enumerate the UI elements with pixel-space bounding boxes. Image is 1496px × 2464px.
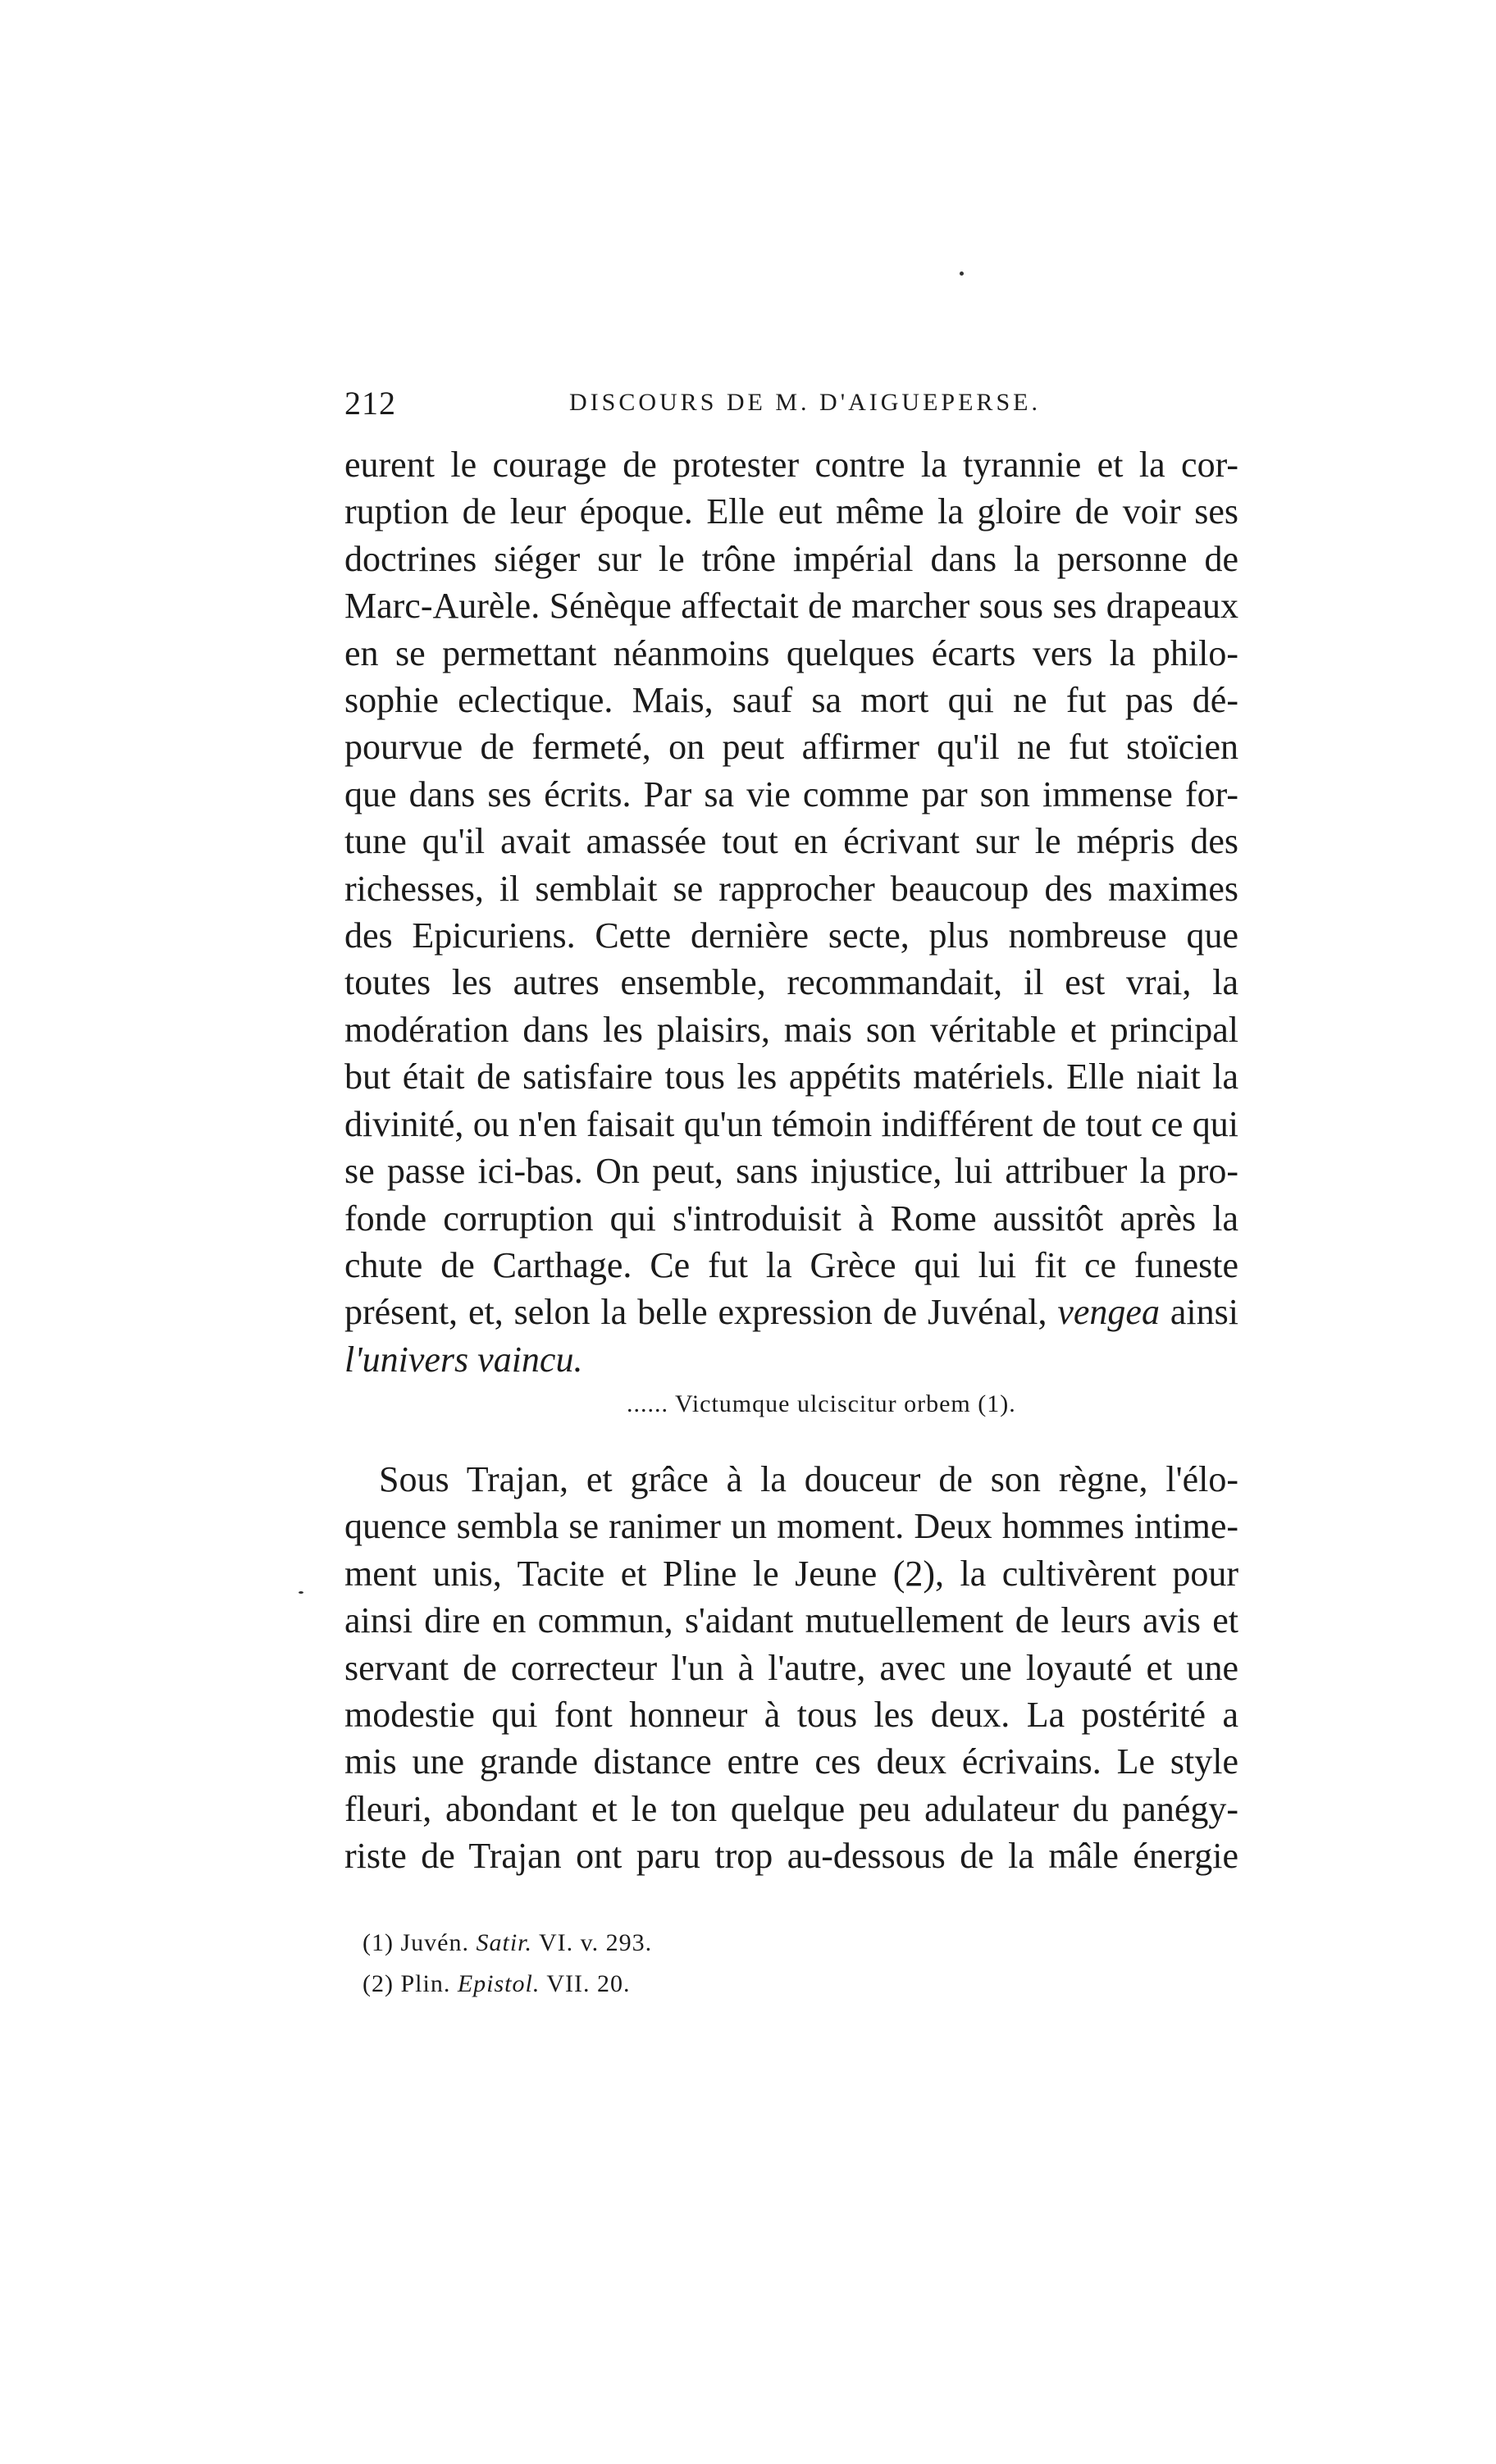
text-line: ruption de leur époque. Elle eut même la gloire de voir ses	[344, 491, 1238, 532]
footnote-text: VI. v. 293.	[532, 1929, 653, 1956]
footnote-2	[363, 1964, 652, 2005]
text-line: des Epicuriens. Cette dernière secte, plus nombreuse que	[344, 915, 1238, 956]
text-line: modestie qui font honneur à tous les deux. La postérité a	[344, 1695, 1238, 1736]
text-line: Marc-Aurèle. Sénèque affectait de marcher sous ses drapeaux	[344, 586, 1238, 627]
footnote-text: (1) Juvén.	[363, 1929, 477, 1956]
footnote-1	[363, 1923, 652, 1964]
italic-word: vengea	[1057, 1292, 1160, 1333]
line-text: présent, et, selon la belle expression de Juvénal,	[344, 1292, 1058, 1333]
line-text: ainsi	[1159, 1292, 1238, 1333]
text-line: chute de Carthage. Ce fut la Grèce qui lui fit ce funeste	[344, 1244, 1238, 1285]
text-line: modération dans les plaisirs, mais son véritable et principal	[344, 1009, 1238, 1050]
text-line: toutes les autres ensemble, recommandait, il est vrai, la	[344, 962, 1238, 1003]
text-line: servant de correcteur l'un à l'autre, avec une loyauté et une	[344, 1647, 1238, 1688]
footnote-text: (2) Plin.	[363, 1970, 458, 1997]
footnote-text: VII. 20.	[540, 1970, 631, 1997]
text-line: richesses, il semblait se rapprocher beaucoup des maximes	[344, 868, 1238, 909]
text-line: Sous Trajan, et grâce à la douceur de son règne, l'élo-	[379, 1459, 1238, 1499]
text-line-with-italic	[344, 1289, 1238, 1335]
text-line: doctrines siéger sur le trône impérial dans la personne de	[344, 538, 1238, 579]
text-line: ainsi dire en commun, s'aidant mutuellement de leurs avis et	[344, 1600, 1238, 1641]
text-line: fonde corruption qui s'introduisit à Rome aussitôt après la	[344, 1198, 1238, 1239]
print-speck	[299, 1591, 303, 1594]
text-line: se passe ici-bas. On peut, sans injustice, lui attribuer la pro-	[344, 1151, 1238, 1192]
italic-line: l'univers vaincu.	[344, 1339, 583, 1380]
paragraph-1	[344, 441, 1238, 1383]
text-line: pourvue de fermeté, on peut affirmer qu'il ne fut stoïcien	[344, 727, 1238, 768]
text-line: quence sembla se ranimer un moment. Deux hommes intime-	[344, 1506, 1238, 1547]
text-line: fleuri, abondant et le ton quelque peu adulateur du panégy-	[344, 1788, 1238, 1829]
text-line: mis une grande distance entre ces deux écrivains. Le style	[344, 1741, 1238, 1782]
text-line: ment unis, Tacite et Pline le Jeune (2), la cultivèrent pour	[344, 1553, 1238, 1594]
latin-quotation: ...... Victumque ulciscitur orbem (1).	[627, 1390, 1016, 1417]
page-number: 212	[344, 385, 396, 422]
text-line: en se permettant néanmoins quelques écarts vers la philo-	[344, 632, 1238, 673]
print-speck	[960, 271, 964, 276]
text-line: que dans ses écrits. Par sa vie comme par son immense for-	[344, 773, 1238, 814]
footnotes	[363, 1923, 652, 2005]
paragraph-2	[344, 1456, 1238, 1880]
text-line: tune qu'il avait amassée tout en écrivant sur le mépris des	[344, 821, 1238, 862]
text-line: riste de Trajan ont paru trop au-dessous de la mâle énergie	[344, 1836, 1238, 1877]
text-line: sophie eclectique. Mais, sauf sa mort qui ne fut pas dé-	[344, 680, 1238, 721]
text-line: divinité, ou n'en faisait qu'un témoin indifférent de tout ce qui	[344, 1103, 1238, 1144]
text-line: but était de satisfaire tous les appétits matériels. Elle niait la	[344, 1056, 1238, 1097]
running-head	[344, 384, 1238, 433]
text-line: eurent le courage de protester contre la tyrannie et la cor-	[344, 445, 1238, 485]
footnote-italic: Satir.	[476, 1929, 533, 1956]
running-title: DISCOURS DE M. D'AIGUEPERSE.	[569, 389, 1041, 416]
footnote-italic: Epistol.	[457, 1970, 540, 1997]
